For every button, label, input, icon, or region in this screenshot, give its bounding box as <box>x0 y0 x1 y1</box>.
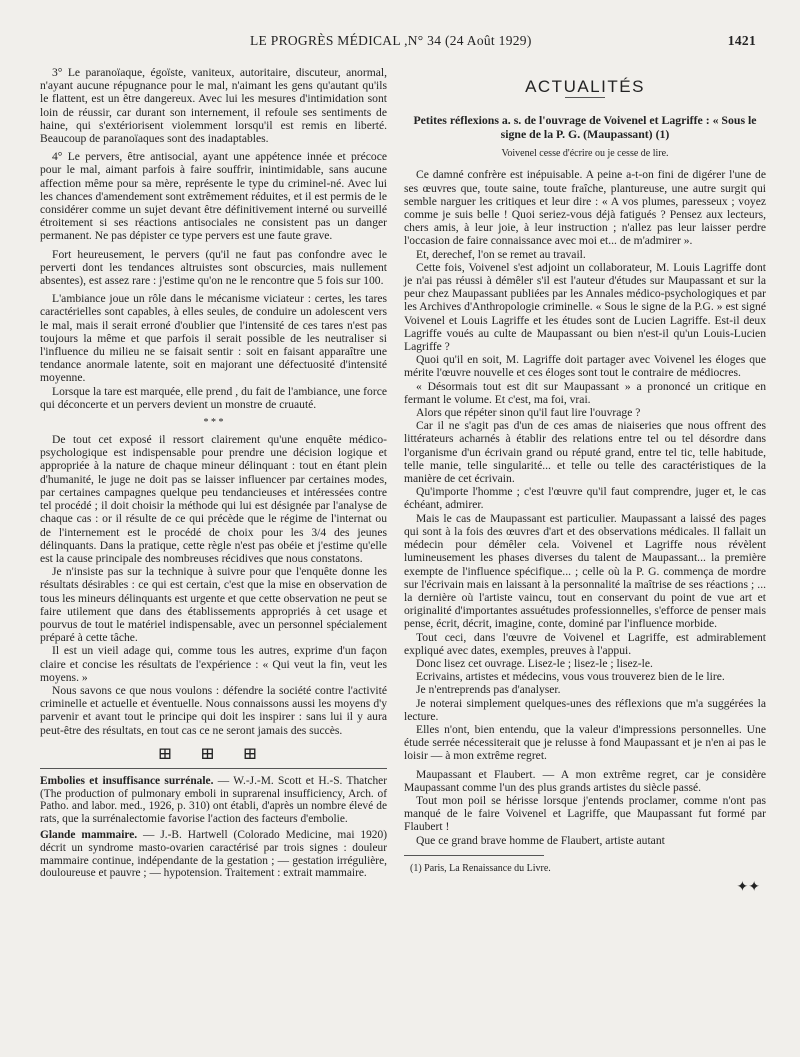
paragraph-pervers: 4° Le pervers, être antisocial, ayant une appétence innée et précoce pour le mal, aimant parfois à faire souffrir, inintimidable, sans aucune affection même pour sa mère, représente le type du criminel-né. Avec lui les chances d'amendement sont extrêmement réduites, et il est permis de le considérer comme un sujet devant être définitivement interné ou surveillé étroitement si ses réactions antisociales ne consistent pas un danger permanent. Ne pas dépister ce type pervers est une faute grave. <box>40 150 387 243</box>
paragraph-r4: Quoi qu'il en soit, M. Lagriffe doit partager avec Voivenel les éloges que mérite l'œuvre nouvelle et ces éloges sont tout le contraire de médiocres. <box>404 353 766 380</box>
paragraph-r9: Mais le cas de Maupassant est particulier. Maupassant a laissé des pages qui sont à la fois des œuvres d'art et des observations médicales. Il fallait un médecin pour démêler cela. Voivenel et Lagriffe nous révèlent lumineusement les phases diverses du talent de Maupassant... la première exempte de l'influence spécifique... ; celle où la P. G. commença de mordre sur l'écrivain mais en laissant à la personnalité la maîtrise de ses réactions ; ... la dernière où l'artiste vaincu, tout en conservant du point de vue art et originalité d'importantes assuétudes professionnelles, s'efforce de penser mais pense, écrit, décrit, imagine, conte, dominé par l'influence morbide. <box>404 511 766 631</box>
paragraph-technique: Je n'insiste pas sur la technique à suivre pour que l'enquête donne les résultats désirables : ce qui est certain, c'est que la mise en observation de tous les mineurs délinquants est urgente et que cette observation ne peut se faire utilement que dans des établissements appropriés à cet usage et pourvus de tout le matériel indispensable, avec un personnel spécialement préparé à cette tâche. <box>40 565 387 645</box>
paragraph-r12: Ecrivains, artistes et médecins, vous vous trouverez bien de le lire. <box>416 670 725 684</box>
footnote: (1) Paris, La Renaissance du Livre. <box>410 862 551 874</box>
right-column <box>404 66 766 894</box>
section-stars: * * * <box>203 417 224 429</box>
abstract-embolies-body: — W.-J.-M. Scott et H.-S. Thatcher (The production of pulmonary emboli in suprarenal insufficiency, Arch. of Patho. and labor. med., 1926, p. 310) ont établi, d'après un nombre élevé de rats, que la surrénalectomie favorise l'action des facteurs d'embolie. <box>40 774 388 825</box>
paragraph-tare: Lorsque la tare est marquée, elle prend , du fait de l'ambiance, une force qui déconcerte et un pervers devient un monstre de cruauté. <box>40 384 387 411</box>
footnote-rule <box>404 855 544 856</box>
paragraph-expose: De tout cet exposé il ressort clairement qu'une enquête médico-psychologique est indispensable pour prendre une décision logique et appropriée à la nature de chaque mineur délinquant : tout en étant plein d'humanité, le juge ne doit pas se laisser influencer par certaines modes, par certaines campagnes quelque peu tendancieuses et intéressées contre tel procédé ; il doit choisir la méthode qui lui est désignée par l'analyse de chaque cas : or il résulte de ce qui précède que le régime de l'internat ou de l'internement est le procédé de choix pour les 3/4 des jeunes délinquants. Dans la pratique, cette règle n'est pas obéie et j'estime qu'elle est la cause principale des nombreuses récidives que nous constatons. <box>40 433 387 565</box>
section-title: ACTUALITÉS <box>525 77 645 96</box>
paragraph-r13: Je n'entreprends pas d'analyser. <box>416 683 561 697</box>
epigraph: Voivenel cesse d'écrire ou je cesse de lire. <box>501 148 669 160</box>
paragraph-r2: Et, derechef, l'on se remet au travail. <box>416 247 586 261</box>
ornament-symbols: ⊞ ⊞ ⊞ <box>157 743 270 763</box>
paragraph-r18: Que ce grand brave homme de Flaubert, artiste autant <box>416 833 665 847</box>
paragraph-r11: Donc lisez cet ouvrage. Lisez-le ; lisez-le ; lisez-le. <box>416 656 653 670</box>
running-title: LE PROGRÈS MÉDICAL ,N° 34 (24 Août 1929) <box>250 33 532 48</box>
paragraph-ambiance: L'ambiance joue un rôle dans le mécanisme viciateur : certes, les tares caractérielles sont capables, à elles seules, de conduire un adolescent vers le mal, mais il serait erroné d'oublier que l'intensité de ces tares n'est pas toujours la même et que parfois il serait possible de les neutraliser si l'influence du milieu ne se faisait sentir : soit en faisant apparaître une tendance anormale latente, soit en majorant une défectuosité d'intensité moyenne. <box>40 292 387 385</box>
paragraph-r17: Tout mon poil se hérisse lorsque j'entends proclamer, comme n'ont pas manqué de le faire Voivenel et Lagriffe, que Maupassant fut formé par Flaubert ! <box>404 793 766 834</box>
abstract-glande <box>40 829 387 879</box>
running-head <box>250 33 756 49</box>
paragraph-r10: Tout ceci, dans l'œuvre de Voivenel et Lagriffe, est admirablement expliqué avec dates, exemples, preuves à l'appui. <box>404 630 766 657</box>
title-rule <box>565 97 605 98</box>
paragraph-adage: Il est un vieil adage qui, comme tous les autres, exprime d'un façon claire et concise les résultats de l'expérience : « Qui veut la fin, veut les moyens. » <box>40 644 387 684</box>
abstract-glande-body: — J.-B. Hartwell (Colorado Medicine, mai 1920) décrit un syndrome masto-ovarien caractérisé par trois signes : douleur mammaire continue, indépendante de la gestation ; — gestation irrégulière, douloureuse et pauvre ; — hypotension. Traitement : extrait mammaire. <box>40 829 387 880</box>
paragraph-r3: Cette fois, Voivenel s'est adjoint un collaborateur, M. Louis Lagriffe dont je n'ai pas réussi à démêler s'il est l'auteur d'études sur Maupassant et sur la peur chez Maupassant publiées par les Annales médico-psychologiques et par les Archives d'Anthropologie criminelle. « Sous le signe de la P.G. » est signé Voivenel et Louis Lagriffe et les études sont de Lucien Lagriffe. Est-il deux Lagriffe voués au culte de Maupassant ou bien n'est-il qu'un Louis-Lucien Lagriffe ? <box>404 260 766 354</box>
paragraph-r16: Maupassant et Flaubert. — A mon extrême regret, car je considère Maupassant comme l'un des plus grands artistes du siècle passé. <box>404 767 766 794</box>
divider-rule <box>40 768 387 769</box>
article-title: Petites réflexions a. s. de l'ouvrage de Voivenel et Lagriffe : « Sous le signe de la P. G. (Maupassant) (1) <box>413 113 757 141</box>
abstract-embolies <box>40 775 387 825</box>
paragraph-conclusion: Nous savons ce que nous voulons : défendre la société contre l'activité criminelle et actuelle et éventuelle. Nous connaissons aussi les moyens d'y parvenir et avant tout le principe qui doit les inspirer : sans lui il y aura peut-être des résultats, en tout cas ce ne seront jamais des succès. <box>40 683 387 737</box>
paragraph-r6: Alors que répéter sinon qu'il faut lire l'ouvrage ? <box>416 406 641 420</box>
paragraph-rarete: Fort heureusement, le pervers (qu'il ne faut pas confondre avec le perverti dont les tendances altruistes sont obscurcies, mais nullement absentes), est assez rare : j'estime qu'on ne le rencontre que 5 fois sur 100. <box>40 247 387 288</box>
paragraph-r5: « Désormais tout est dit sur Maupassant » a prononcé un critique en fermant le volume. Et c'est, ma foi, vrai. <box>404 379 766 406</box>
end-mark: ✦✦ <box>736 879 760 895</box>
paragraph-paranoiaque: 3° Le paranoïaque, égoïste, vaniteux, autoritaire, discuteur, anormal, n'ayant aucune répugnance pour le mal, n'aimant les gens qu'autant qu'ils le flattent, est un être dangereux. Avec lui les mesures d'intimidation sont loin de réussir, car durant son internement, il refoule ses sentiments de haine, qui s'extériorisent violemment lorsqu'il est remis en liberté. Beaucoup de paranoïaques sont des inadaptables. <box>40 66 387 146</box>
paragraph-r8: Qu'importe l'homme ; c'est l'œuvre qu'il faut comprendre, juger et, le cas échéant, admirer. <box>404 485 766 512</box>
left-column <box>40 66 387 884</box>
paragraph-r15: Elles n'ont, bien entendu, que la valeur d'impressions personnelles. Une étude serrée nécessiterait que je relusse à fond Maupassant et je n'en ai pas le loisir — à mon extrême regret. <box>404 722 766 763</box>
paragraph-r14: Je noterai simplement quelques-unes des réflexions que m'a suggérées la lecture. <box>404 696 766 723</box>
abstract-embolies-title: Embolies et insuffisance surrénale. <box>40 774 214 787</box>
paragraph-r7: Car il ne s'agit pas d'un de ces amas de niaiseries que nous offrent des littérateurs acharnés à établir des relations entre tel ou tel désordre dans l'organisme d'un écrivain grand ou réputé grand, entre tel tic, telle habitude, telle manie, telle singularité... et telle ou telle des caractéristiques de la manière de cet écrivain. <box>404 419 766 486</box>
page-number: 1421 <box>727 33 756 48</box>
paragraph-r1: Ce damné confrère est inépuisable. A peine a-t-on fini de digérer l'une de ses œuvres que, toute saine, toute fraîche, plantureuse, une autre surgit qui semble narguer les critiques et leur dire : « A vos plumes, paresseux ; voyez comme je suis belle ! Quoi seriez-vous déjà fatigués ? Pensez aux lecteurs, chers amis, à leur joie, à leur instruction ; n'allez pas leur laisser perdre l'occasion de faire connaissance avec moi et... de m'admirer ». <box>404 168 766 248</box>
abstract-glande-title: Glande mammaire. <box>40 829 138 842</box>
